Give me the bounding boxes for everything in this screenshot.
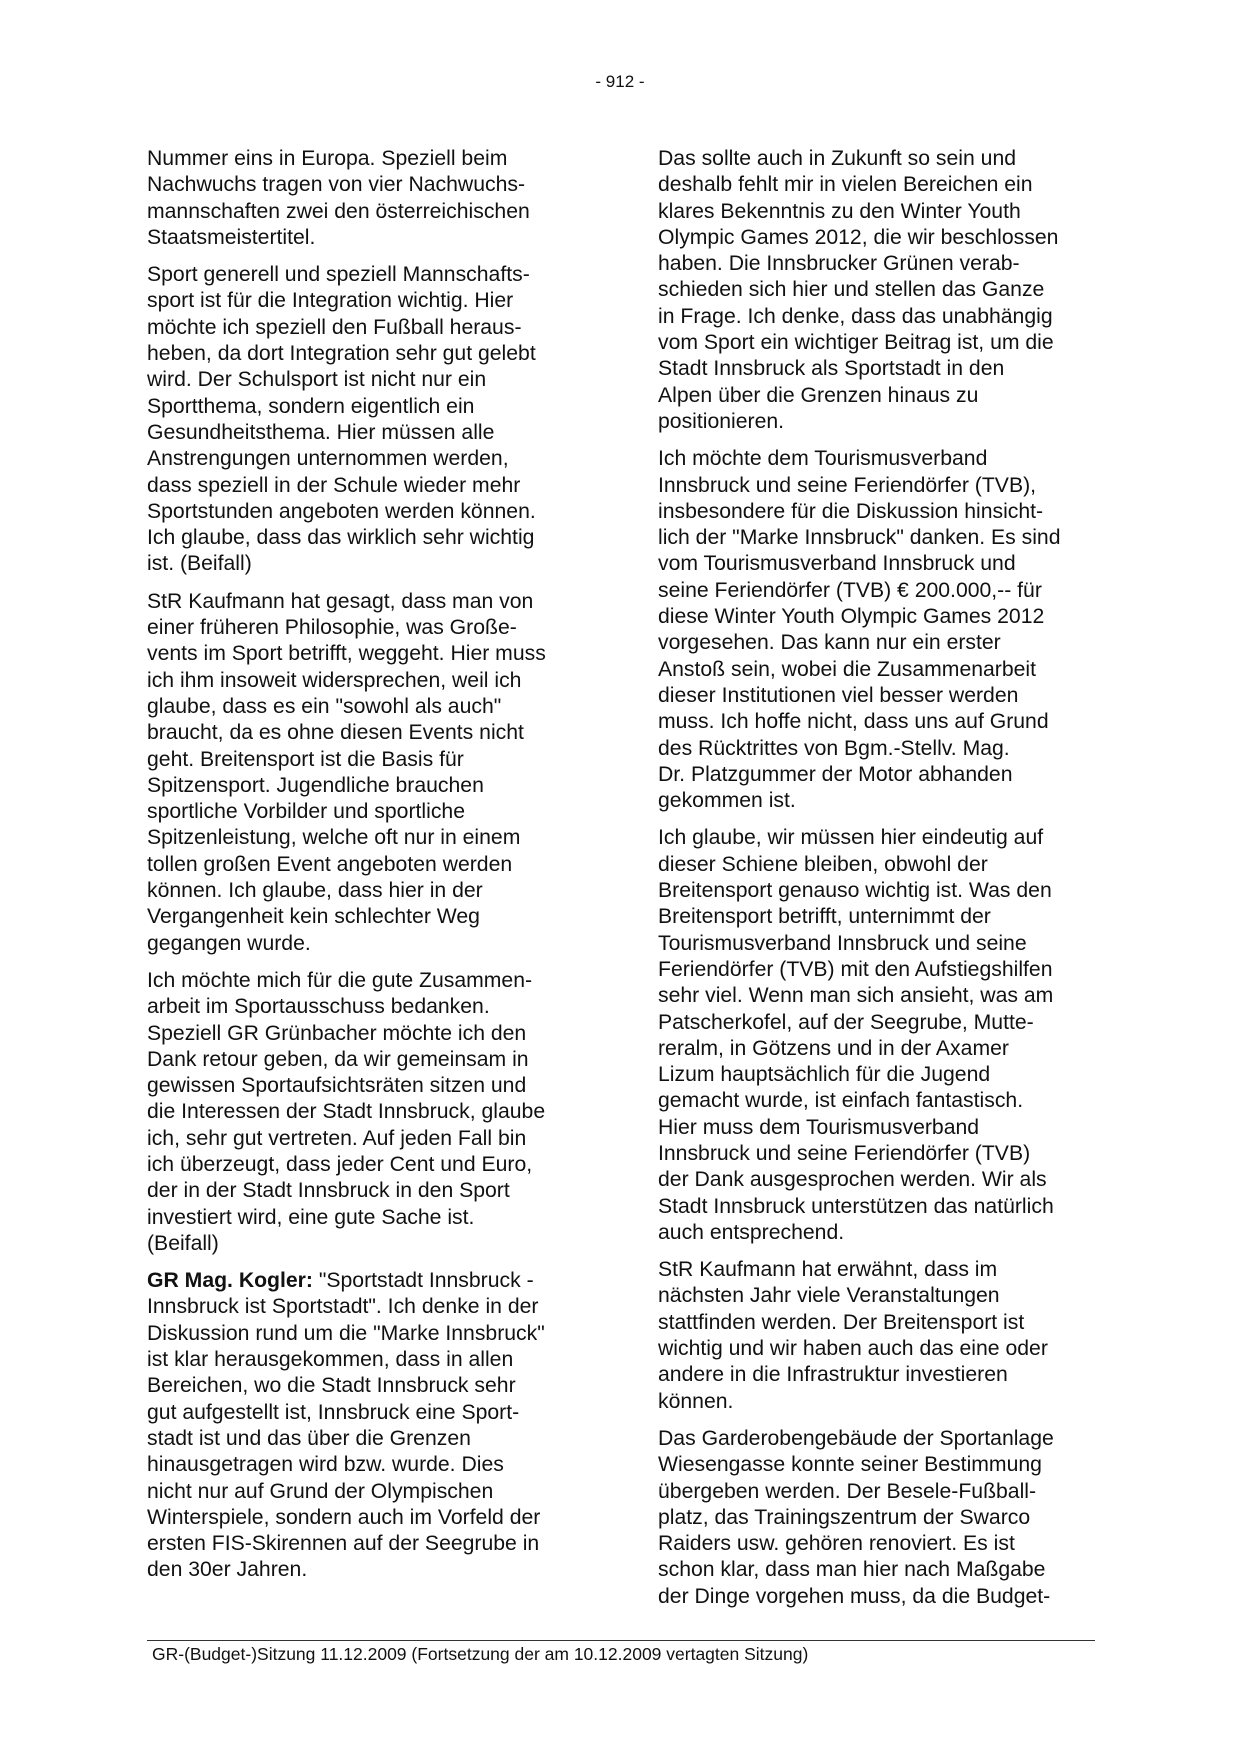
paragraph: Ich glaube, wir müssen hier eindeutig auf dieser Schiene bleiben, obwohl der Breitensport genauso wichtig ist. Was den Breitensport betrifft, unternimmt der Tourismusverband Innsbruck und seine Feriendörfer (TVB) mit den Aufstiegshilfen sehr viel. Wenn man sich ansieht, was am Patscherkofel, auf der Seegrube, Mutte- reralm, in Götzens und in der Axamer Lizum hauptsächlich für die Jugend gemacht wurde, ist einfach fantastisch. Hier muss dem Tourismusverband Innsbruck und seine Feriendörfer (TVB) der Dank ausgesprochen werden. Wir als Stadt Innsbruck unterstützen das natürlich auch entsprechend. <box>658 826 1054 1244</box>
footer-divider <box>147 1640 1095 1641</box>
speech-text: "Sportstadt Innsbruck - Innsbruck ist Sportstadt". Ich denke in der Diskussion rund um die "Marke Innsbruck" ist klar herausgekommen, dass in allen Bereichen, wo die Stadt Innsbruck sehr gut aufgestellt ist, Innsbruck eine Sport- stadt ist und das über die Grenzen hinausgetragen wird bzw. wurde. Dies nicht nur auf Grund der Olympischen Winterspiele, sondern auch im Vorfeld der ersten FIS-Skirennen auf der Seegrube in den 30er Jahren. <box>147 1269 545 1582</box>
paragraph: Ich möchte mich für die gute Zusammen- arbeit im Sportausschuss bedanken. Speziell GR Grünbacher möchte ich den Dank retour geben, da wir gemeinsam in gewissen Sportaufsichtsräten sitzen und die Interessen der Stadt Innsbruck, glaube ich, sehr gut vertreten. Auf jeden Fall bin ich überzeugt, dass jeder Cent und Euro, der in der Stadt Innsbruck in den Sport investiert wird, eine gute Sache ist. (Beifall) <box>147 968 546 1255</box>
left-column <box>147 146 587 1595</box>
page-number: - 912 - <box>595 72 645 91</box>
paragraph: Nummer eins in Europa. Speziell beim Nachwuchs tragen von vier Nachwuchs- mannschaften zwei den österreichischen Staatsmeistertitel. <box>147 147 530 249</box>
footer-text: GR-(Budget-)Sitzung 11.12.2009 (Fortsetzung der am 10.12.2009 vertagten Sitzung) <box>152 1644 809 1664</box>
paragraph: Ich möchte dem Tourismusverband Innsbruck und seine Feriendörfer (TVB), insbesondere für die Diskussion hinsicht- lich der "Marke Innsbruck" danken. Es sind vom Tourismusverband Innsbruck und seine Feriendörfer (TVB) € 200.000,-- für diese Winter Youth Olympic Games 2012 vorgesehen. Das kann nur ein erster Anstoß sein, wobei die Zusammenarbeit dieser Institutionen viel besser werden muss. Ich hoffe nicht, dass uns auf Grund des Rücktrittes von Bgm.-Stellv. Mag. Dr. Platzgummer der Motor abhanden gekommen ist. <box>658 447 1061 813</box>
paragraph-speech <box>147 1268 587 1584</box>
paragraph: Das sollte auch in Zukunft so sein und deshalb fehlt mir in vielen Bereichen ein klares Bekenntnis zu den Winter Youth Olympic Games 2012, die wir beschlossen haben. Die Innsbrucker Grünen verab- schieden sich hier und stellen das Ganze in Frage. Ich denke, dass das unabhängig vom Sport ein wichtiger Beitrag ist, um die Stadt Innsbruck als Sportstadt in den Alpen über die Grenzen hinaus zu positionieren. <box>658 147 1059 433</box>
speaker-name: GR Mag. Kogler: <box>147 1269 313 1293</box>
paragraph: Sport generell und speziell Mannschafts- sport ist für die Integration wichtig. Hier möchte ich speziell den Fußball heraus- heben, da dort Integration sehr gut gelebt wird. Der Schulsport ist nicht nur ein Sportthema, sondern eigentlich ein Gesundheitsthema. Hier müssen alle Anstrengungen unternommen werden, dass speziell in der Schule wieder mehr Sportstunden angeboten werden können. Ich glaube, dass das wirklich sehr wichtig ist. (Beifall) <box>147 263 536 576</box>
paragraph: StR Kaufmann hat erwähnt, dass im nächsten Jahr viele Veranstaltungen stattfinden werden. Der Breitensport ist wichtig und wir haben auch das eine oder andere in die Infrastruktur investieren können. <box>658 1258 1048 1413</box>
right-column <box>658 146 1098 1621</box>
paragraph: StR Kaufmann hat gesagt, dass man von einer früheren Philosophie, was Große- vents im Sport betrifft, weggeht. Hier muss ich ihm insoweit widersprechen, weil ich glaube, dass es ein "sowohl als auch" braucht, da es ohne diesen Events nicht geht. Breitensport ist die Basis für Spitzensport. Jugendliche brauchen sportliche Vorbilder und sportliche Spitzenleistung, welche oft nur in einem tollen großen Event angeboten werden können. Ich glaube, dass hier in der Vergangenheit kein schlechter Weg gegangen wurde. <box>147 589 546 955</box>
paragraph: Das Garderobengebäude der Sportanlage Wiesengasse konnte seiner Bestimmung übergeben werden. Der Besele-Fußball- platz, das Trainingszentrum der Swarco Raiders usw. gehören renoviert. Es ist schon klar, dass man hier nach Maßgabe der Dinge vorgehen muss, da die Budget- <box>658 1426 1054 1608</box>
